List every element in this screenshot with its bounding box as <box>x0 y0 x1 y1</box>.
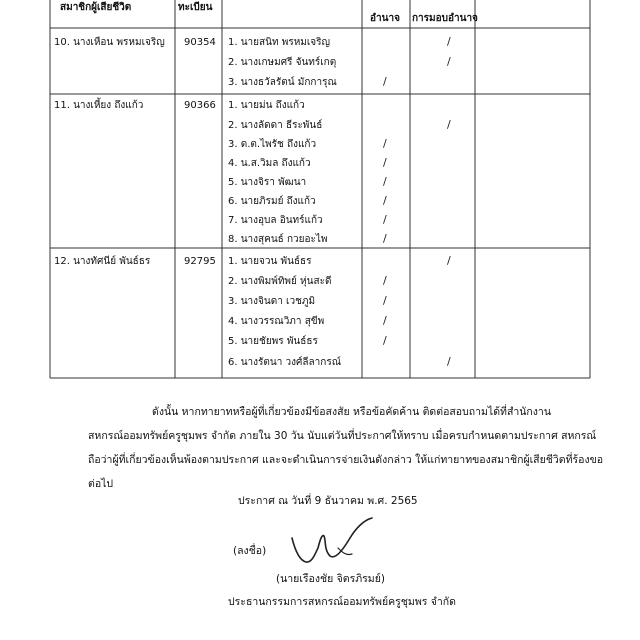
authority-mark: / <box>383 334 387 347</box>
authority-mark: / <box>383 314 387 327</box>
heir-name: 5. นางจิรา พัฒนา <box>228 177 307 188</box>
signer-name: (นายเรืองชัย จิตรภิรมย์) <box>276 573 385 585</box>
authority-mark: / <box>383 213 387 226</box>
member-name: 11. นางเหี้ยง ถึงแก้ว <box>54 100 144 111</box>
heir-name: 1. นายม่น ถึงแก้ว <box>228 100 305 111</box>
authority-mark: / <box>383 274 387 287</box>
heir-name: 3. นางจินดา เวชภูมิ <box>228 296 316 307</box>
delegate-mark: / <box>447 55 451 68</box>
authority-mark: / <box>383 156 387 169</box>
delegate-mark: / <box>447 254 451 267</box>
heir-name: 1. นายสนิท พรหมเจริญ <box>228 37 331 48</box>
heir-name: 3. นางธวัลรัตน์ มักการุณ <box>228 77 337 88</box>
signature-scribble <box>280 510 390 570</box>
heir-name: 4. นางวรรณวิภา สุขีพ <box>228 316 325 327</box>
delegate-mark: / <box>447 118 451 131</box>
body-line-3: ถือว่าผู้ที่เกี่ยวข้องเห็นพ้องตามประกาศ และจะดำเนินการจ่ายเงินดังกล่าว ให้แก่ทายาทของสมาชิกผู้เสียชีวิตที่ร้องขอ <box>88 454 604 466</box>
announce-date: ประกาศ ณ วันที่ 9 ธันวาคม พ.ศ. 2565 <box>238 495 418 507</box>
heir-name: 1. นายจวน พันธ์ธร <box>228 256 312 267</box>
delegate-mark: / <box>447 35 451 48</box>
member-regno: 90354 <box>184 37 216 48</box>
member-regno: 90366 <box>184 100 216 111</box>
authority-mark: / <box>383 137 387 150</box>
header-authority: อำนาจ <box>370 13 400 24</box>
heir-name: 8. นางสุคนธ์ กวยอะไพ <box>228 234 328 245</box>
authority-mark: / <box>383 194 387 207</box>
heir-name: 2. นางเกษมศรี จันทร์เกตุ <box>228 57 337 68</box>
heir-name: 5. นายชัยพร พันธ์ธร <box>228 336 318 347</box>
heir-name: 2. นางพิมพ์ทิพย์ หุ่นสะดี <box>228 276 332 287</box>
signer-position: ประธานกรรมการสหกรณ์ออมทรัพย์ครูชุมพร จำกัด <box>228 596 456 608</box>
body-line-4: ต่อไป <box>88 478 114 490</box>
heir-name: 6. นางรัตนา วงศ์ลีลากรณ์ <box>228 357 341 368</box>
header-regno: ทะเบียน <box>178 2 213 13</box>
delegate-mark: / <box>447 355 451 368</box>
authority-mark: / <box>383 175 387 188</box>
authority-mark: / <box>383 294 387 307</box>
member-name: 10. นางเหือน พรหมเจริญ <box>54 37 165 48</box>
member-regno: 92795 <box>184 256 216 267</box>
heir-name: 3. ด.ต.ไพรัช ถึงแก้ว <box>228 139 317 150</box>
member-name: 12. นางทัศนีย์ พันธ์ธร <box>54 256 151 267</box>
authority-mark: / <box>383 75 387 88</box>
heir-name: 6. นายภิรมย์ ถึงแก้ว <box>228 196 316 207</box>
heir-name: 2. นางลัดดา ธีระพันธ์ <box>228 120 323 131</box>
heir-name: 4. น.ส.วิมล ถึงแก้ว <box>228 158 311 169</box>
sign-label: (ลงชื่อ) <box>233 545 267 557</box>
authority-mark: / <box>383 232 387 245</box>
body-line-1: ดังนั้น หากทายาทหรือผู้ที่เกี่ยวข้องมีข้อสงสัย หรือข้อคัดค้าน ติดต่อสอบถามได้ที่สำนักงาน <box>152 406 551 418</box>
header-member: สมาชิกผู้เสียชีวิต <box>60 2 132 13</box>
body-line-2: สหกรณ์ออมทรัพย์ครูชุมพร จำกัด ภายใน 30 วัน นับแต่วันที่ประกาศให้ทราบ เมื่อครบกำหนดตามประกาศ สหกรณ์ <box>88 430 597 442</box>
heir-name: 7. นางอุบล อินทร์แก้ว <box>228 215 323 226</box>
header-delegate: การมอบอำนาจ <box>412 13 478 24</box>
